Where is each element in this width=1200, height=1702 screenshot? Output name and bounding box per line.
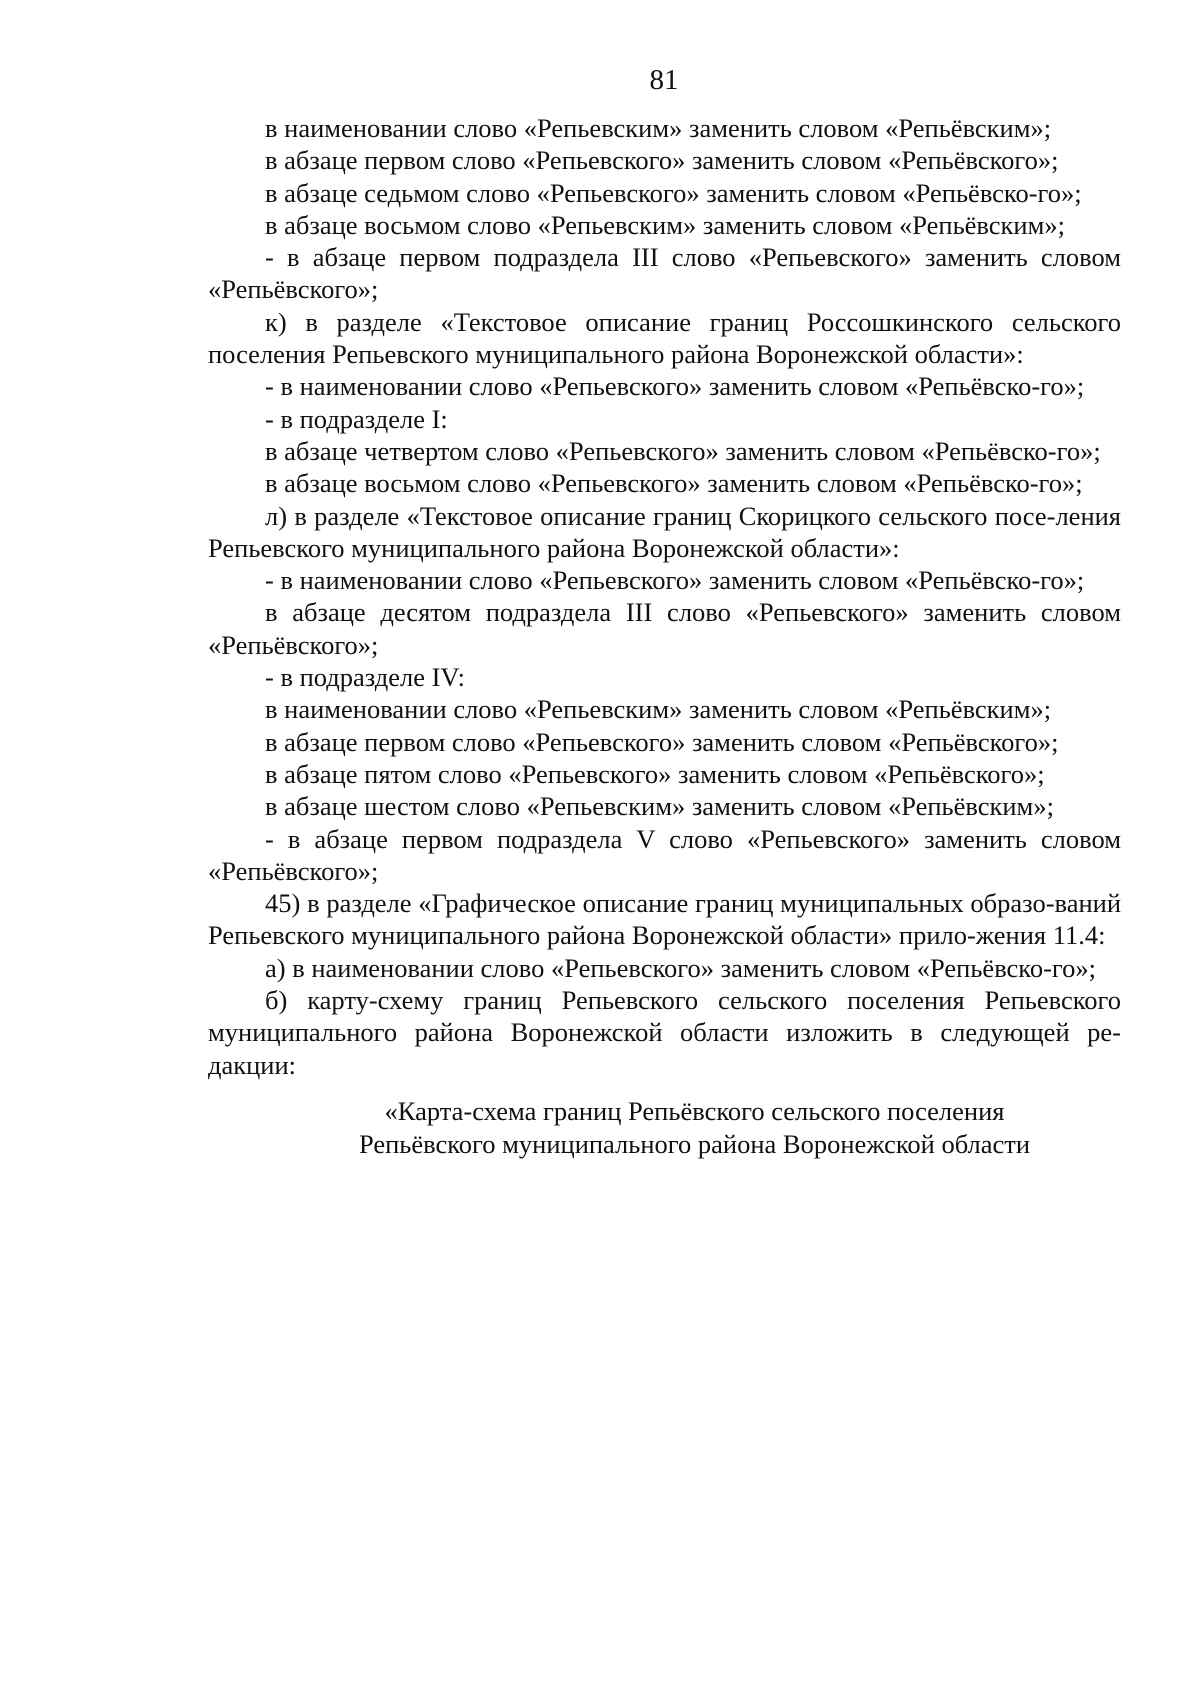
paragraph: в абзаце первом слово «Репьевского» заменить словом «Репьёвского»; — [265, 145, 1059, 176]
paragraph: 45) в разделе «Графическое описание границ муниципальных образо-ваний Репьевского муниципального района Воронежской области» прило-жения 11.4: — [208, 888, 1121, 951]
map-caption-line: «Карта-схема границ Репьёвского сельского поселения — [384, 1095, 1005, 1126]
paragraph: в абзаце десятом подраздела III слово «Репьевского» заменить словом «Репьёвского»; — [208, 597, 1121, 660]
paragraph: в абзаце четвертом слово «Репьевского» заменить словом «Репьёвско-го»; — [265, 435, 1101, 466]
paragraph: а) в наименовании слово «Репьевского» заменить словом «Репьёвско-го»; — [265, 952, 1096, 983]
page-number: 81 — [649, 64, 679, 96]
paragraph: к) в разделе «Текстовое описание границ Россошкинского сельского поселения Репьевского муниципального района Воронежской области»: — [208, 306, 1121, 370]
paragraph: - в подразделе IV: — [265, 662, 465, 693]
document-body — [208, 112, 1121, 1161]
paragraph: - в подразделе I: — [265, 403, 448, 434]
paragraph: в наименовании слово «Репьевским» заменить словом «Репьёвским»; — [265, 694, 1052, 725]
paragraph: в абзаце шестом слово «Репьевским» заменить словом «Репьёвским»; — [265, 791, 1054, 822]
paragraph: в абзаце первом слово «Репьевского» заменить словом «Репьёвского»; — [265, 726, 1059, 757]
paragraph: в абзаце восьмом слово «Репьевского» заменить словом «Репьёвско-го»; — [265, 468, 1083, 499]
paragraph: - в абзаце первом подраздела V слово «Репьевского» заменить словом «Репьёвского»; — [208, 823, 1121, 886]
paragraph: - в абзаце первом подраздела III слово «Репьевского» заменить словом «Репьёвского»; — [208, 242, 1121, 305]
paragraph: в наименовании слово «Репьевским» заменить словом «Репьёвским»; — [265, 113, 1052, 143]
paragraph: в абзаце восьмом слово «Репьевским» заменить словом «Репьёвским»; — [265, 209, 1065, 240]
paragraph: л) в разделе «Текстовое описание границ Скорицкого сельского посе-ления Репьевского муниципального района Воронежской области»: — [208, 500, 1121, 563]
paragraph: - в наименовании слово «Репьевского» заменить словом «Репьёвско-го»; — [265, 565, 1085, 596]
paragraph: в абзаце пятом слово «Репьевского» заменить словом «Репьёвского»; — [265, 758, 1045, 789]
map-caption-line: Репьёвского муниципального района Воронежской области — [358, 1128, 1031, 1159]
map-caption — [208, 1095, 1121, 1161]
paragraph: - в наименовании слово «Репьевского» заменить словом «Репьёвско-го»; — [265, 371, 1085, 402]
paragraph: б) карту-схему границ Репьевского сельского поселения Репьевского муниципального района Воронежской области изложить в следующей ре-дакции: — [208, 985, 1121, 1080]
paragraph: в абзаце седьмом слово «Репьевского» заменить словом «Репьёвско-го»; — [265, 177, 1082, 208]
